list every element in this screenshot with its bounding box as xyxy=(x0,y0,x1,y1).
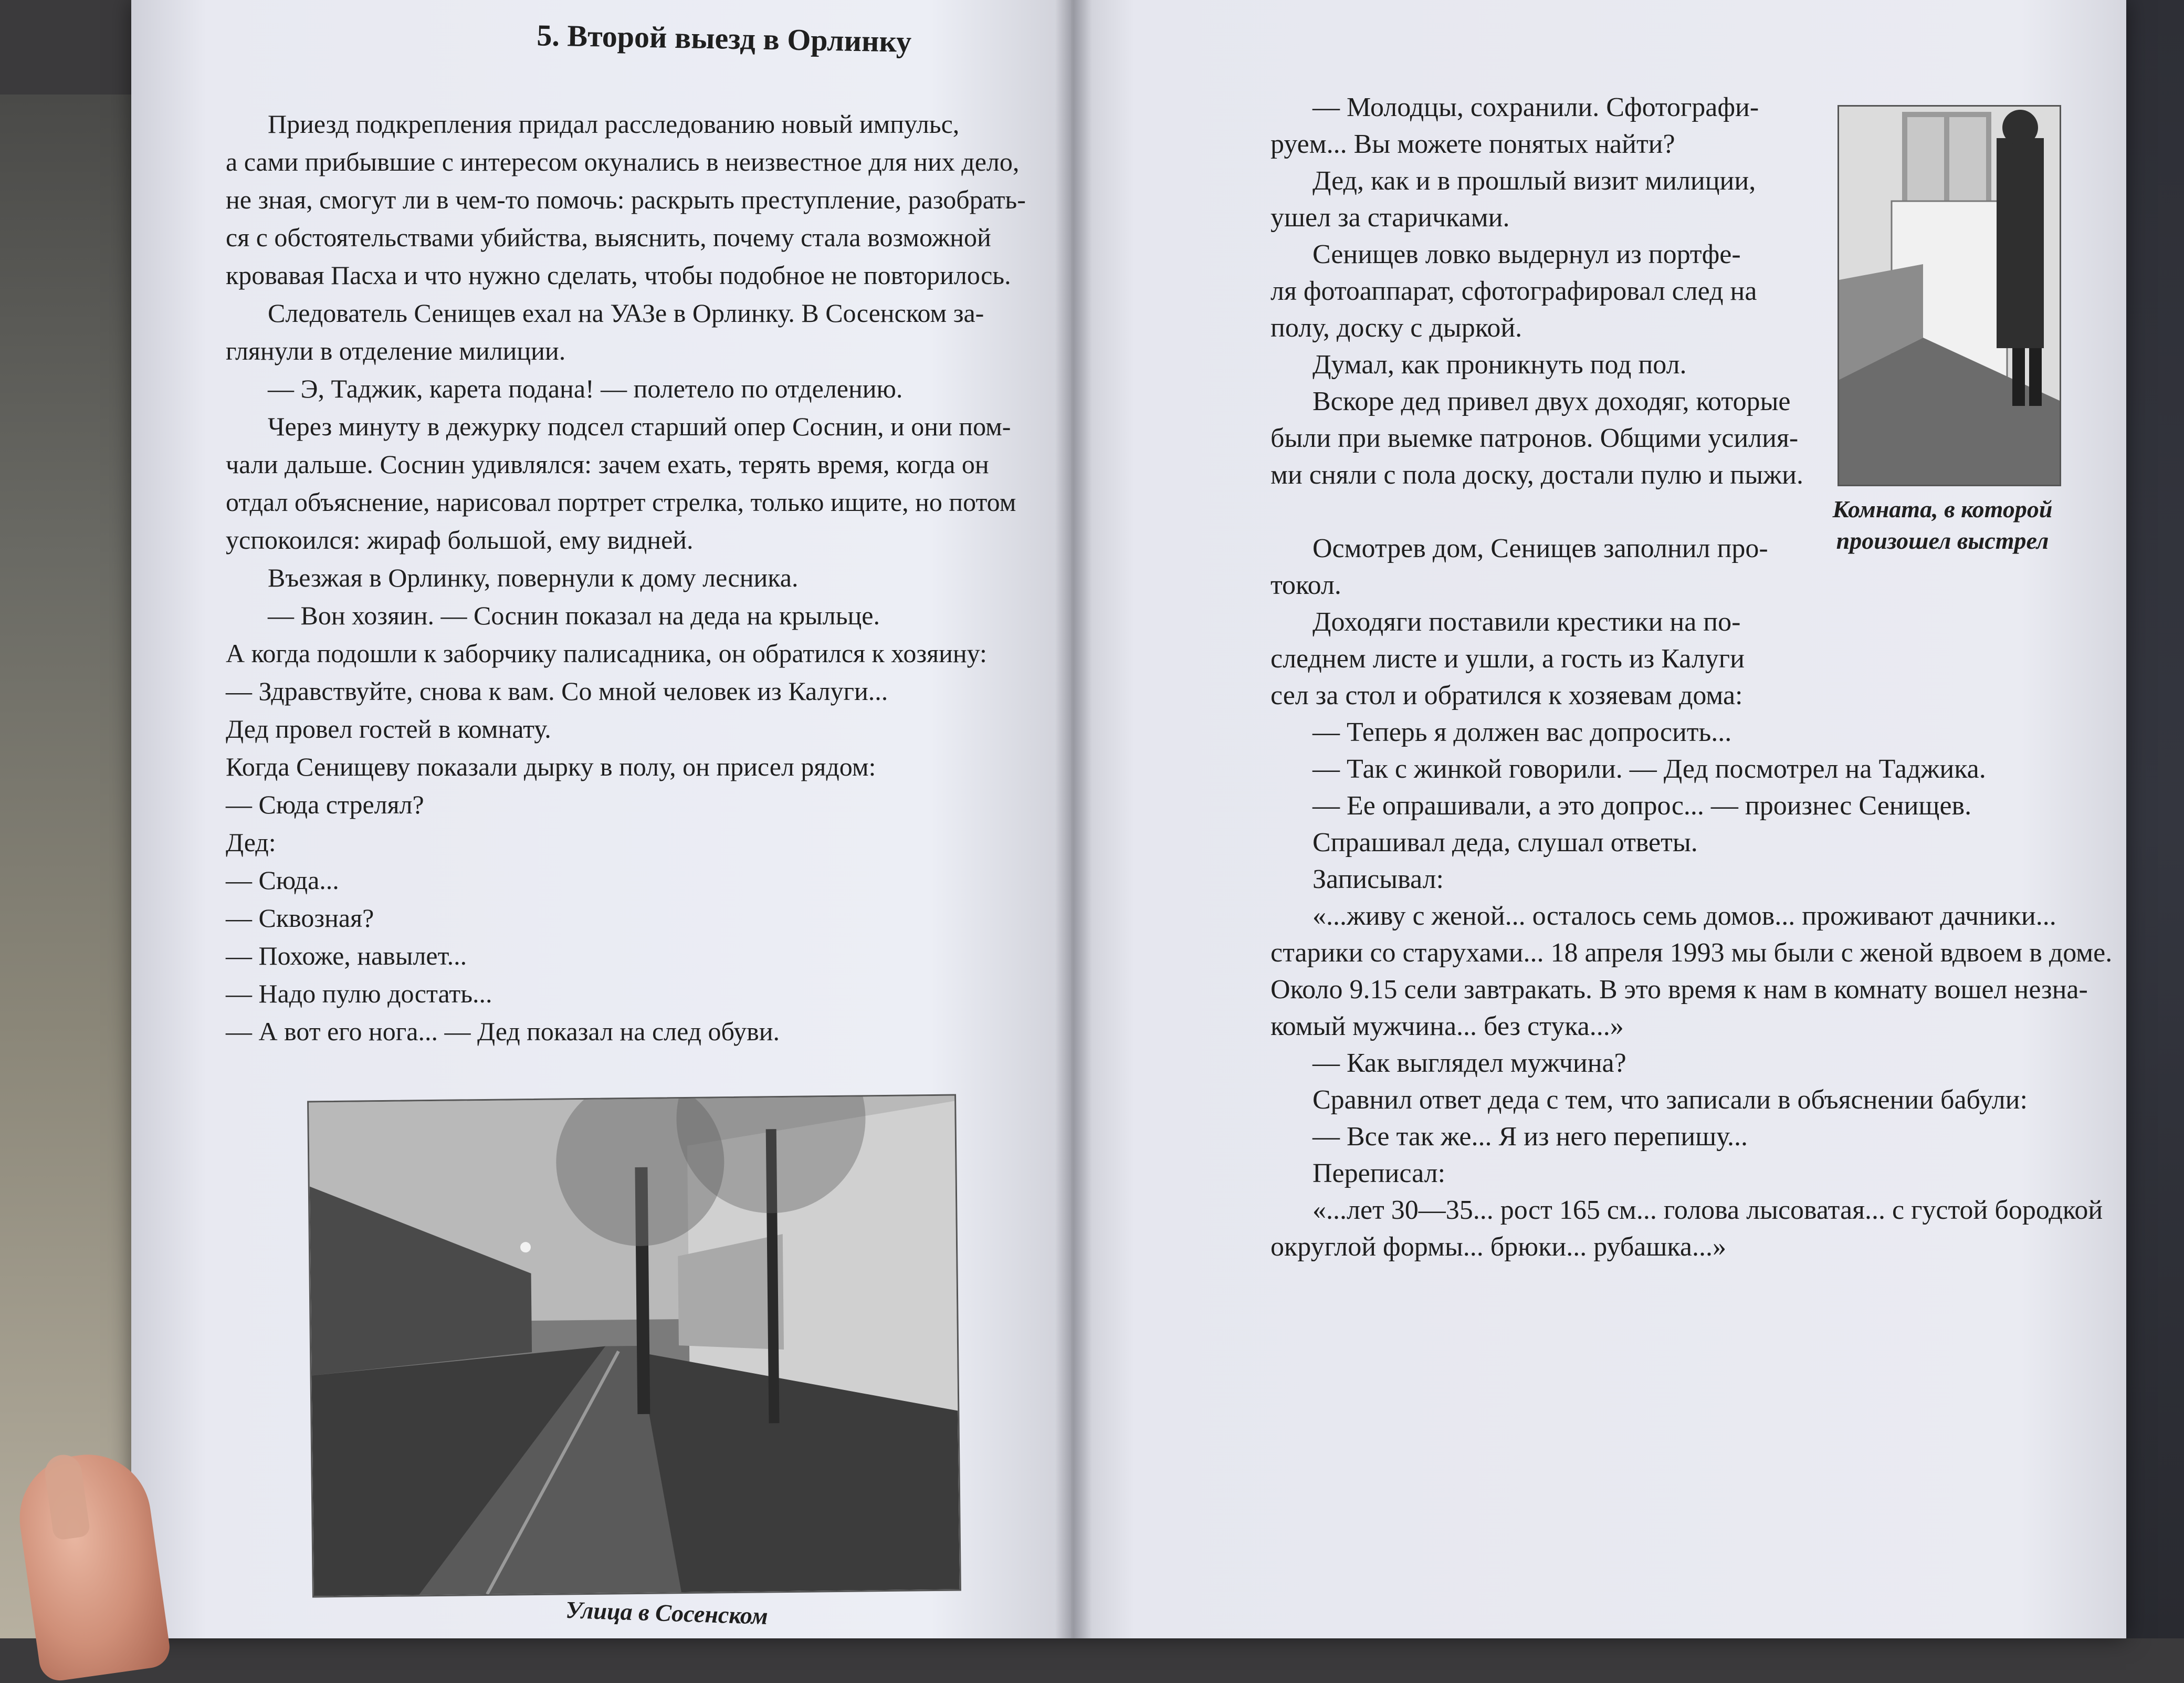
text-line: округлой формы... брюки... рубашка...» xyxy=(1270,1232,1726,1262)
text-line: — Надо пулю достать... xyxy=(226,979,492,1008)
text-line: — Как выглядел мужчина? xyxy=(1312,1048,1626,1078)
text-line: следнем листе и ушли, а гость из Калуги xyxy=(1270,644,1745,674)
text-line: не зная, смогут ли в чем-то помочь: раскрыть преступление, разобрать- xyxy=(226,185,1026,214)
text-line: старики со старухами... 18 апреля 1993 мы были с женой вдвоем в доме. xyxy=(1270,938,2113,968)
text-line: Переписал: xyxy=(1312,1158,1446,1188)
left-page-text xyxy=(226,105,1045,1050)
chapter-title: 5. Второй выезд в Орлинку xyxy=(536,18,912,59)
text-line: А когда подошли к заборчику палисадника, он обратился к хозяину: xyxy=(226,639,987,668)
text-line: глянули в отделение милиции. xyxy=(226,336,566,365)
text-line: Через минуту в дежурку подсел старший опер Соснин, и они пом- xyxy=(268,412,1011,441)
street-photo xyxy=(307,1094,961,1598)
room-photo xyxy=(1838,105,2061,486)
text-line: Следователь Сенищев ехал на УАЗе в Орлинку. В Сосенском за- xyxy=(268,298,984,328)
text-line: Дед провел гостей в комнату. xyxy=(226,714,551,744)
text-line: «...живу с женой... осталось семь домов... проживают дачники... xyxy=(1312,901,2056,931)
text-line: — А вот его нога... — Дед показал на след обуви. xyxy=(226,1017,780,1046)
text-line: руем... Вы можете понятых найти? xyxy=(1270,129,1675,159)
right-page xyxy=(1071,0,2126,1638)
text-line: полу, доску с дыркой. xyxy=(1270,313,1522,343)
book-gutter xyxy=(1055,0,1092,1638)
text-line: «...лет 30—35... рост 165 см... голова лысоватая... с густой бородкой xyxy=(1312,1195,2103,1225)
text-line: Сравнил ответ деда с тем, что записали в объяснении бабули: xyxy=(1312,1085,2028,1115)
text-line: токол. xyxy=(1270,570,1341,600)
text-line: — Здравствуйте, снова к вам. Со мной человек из Калуги... xyxy=(226,676,888,706)
text-line: Дед: xyxy=(226,828,276,857)
text-line: комый мужчина... без стука...» xyxy=(1270,1011,1624,1041)
text-line: — Вон хозяин. — Соснин показал на деда на крыльце. xyxy=(268,601,880,630)
room-photo-caption: Комната, в которой произошел выстрел xyxy=(1832,496,2053,554)
text-line: Думал, как проникнуть под пол. xyxy=(1312,350,1687,380)
text-line: — Так с жинкой говорили. — Дед посмотрел на Таджика. xyxy=(1312,754,1986,784)
text-line: сел за стол и обратился к хозяевам дома: xyxy=(1270,681,1743,710)
text-line: — Сюда стрелял? xyxy=(226,790,424,819)
text-line: — Сюда... xyxy=(226,865,339,895)
text-line: Сенищев ловко выдернул из портфе- xyxy=(1312,239,1741,269)
text-line: ми сняли с пола доску, достали пулю и пыжи. xyxy=(1270,460,1803,490)
text-line: Доходяги поставили крестики на по- xyxy=(1312,607,1741,637)
text-line: — Ее опрашивали, а это допрос... — произнес Сенищев. xyxy=(1312,791,1972,821)
text-line: ля фотоаппарат, сфотографировал след на xyxy=(1270,276,1757,306)
text-line: Вскоре дед привел двух доходяг, которые xyxy=(1312,386,1791,416)
text-line: отдал объяснение, нарисовал портрет стрелка, только ищите, но потом xyxy=(226,487,1016,517)
street-photo-caption: Улица в Сосенском xyxy=(565,1596,769,1630)
text-line: успокоился: жираф большой, ему видней. xyxy=(226,525,694,555)
text-line: — Молодцы, сохранили. Сфотографи- xyxy=(1312,92,1759,122)
left-page xyxy=(131,0,1071,1638)
text-line: Дед, как и в прошлый визит милиции, xyxy=(1312,166,1756,196)
text-line: кровавая Пасха и что нужно сделать, чтобы подобное не повторилось. xyxy=(226,260,1011,290)
text-line: — Э, Таджик, карета подана! — полетело по отделению. xyxy=(268,374,903,403)
text-line: Спрашивал деда, слушал ответы. xyxy=(1312,828,1698,858)
text-line: Около 9.15 сели завтракать. В это время к нам в комнату вошел незна- xyxy=(1270,975,2088,1005)
text-line: — Похоже, навылет... xyxy=(226,941,467,970)
text-line: чали дальше. Соснин удивлялся: зачем ехать, терять время, когда он xyxy=(226,450,989,479)
text-line: Въезжая в Орлинку, повернули к дому лесника. xyxy=(268,563,799,592)
open-book xyxy=(131,0,2126,1638)
text-line: ся с обстоятельствами убийства, выяснить, почему стала возможной xyxy=(226,223,991,252)
text-line: Когда Сенищеву показали дырку в полу, он присел рядом: xyxy=(226,752,876,781)
text-line: — Все так же... Я из него перепишу... xyxy=(1312,1122,1748,1152)
text-line: Осмотрев дом, Сенищев заполнил про- xyxy=(1312,534,1768,563)
text-line: Записывал: xyxy=(1312,864,1444,894)
text-line: ушел за старичками. xyxy=(1270,203,1510,233)
text-line: — Сквозная? xyxy=(226,903,374,933)
text-line: а сами прибывшие с интересом окунались в неизвестное для них дело, xyxy=(226,147,1020,176)
text-line: были при выемке патронов. Общими усилия- xyxy=(1270,423,1799,453)
text-line: Приезд подкрепления придал расследованию новый импульс, xyxy=(268,109,960,139)
text-line: — Теперь я должен вас допросить... xyxy=(1312,717,1732,747)
